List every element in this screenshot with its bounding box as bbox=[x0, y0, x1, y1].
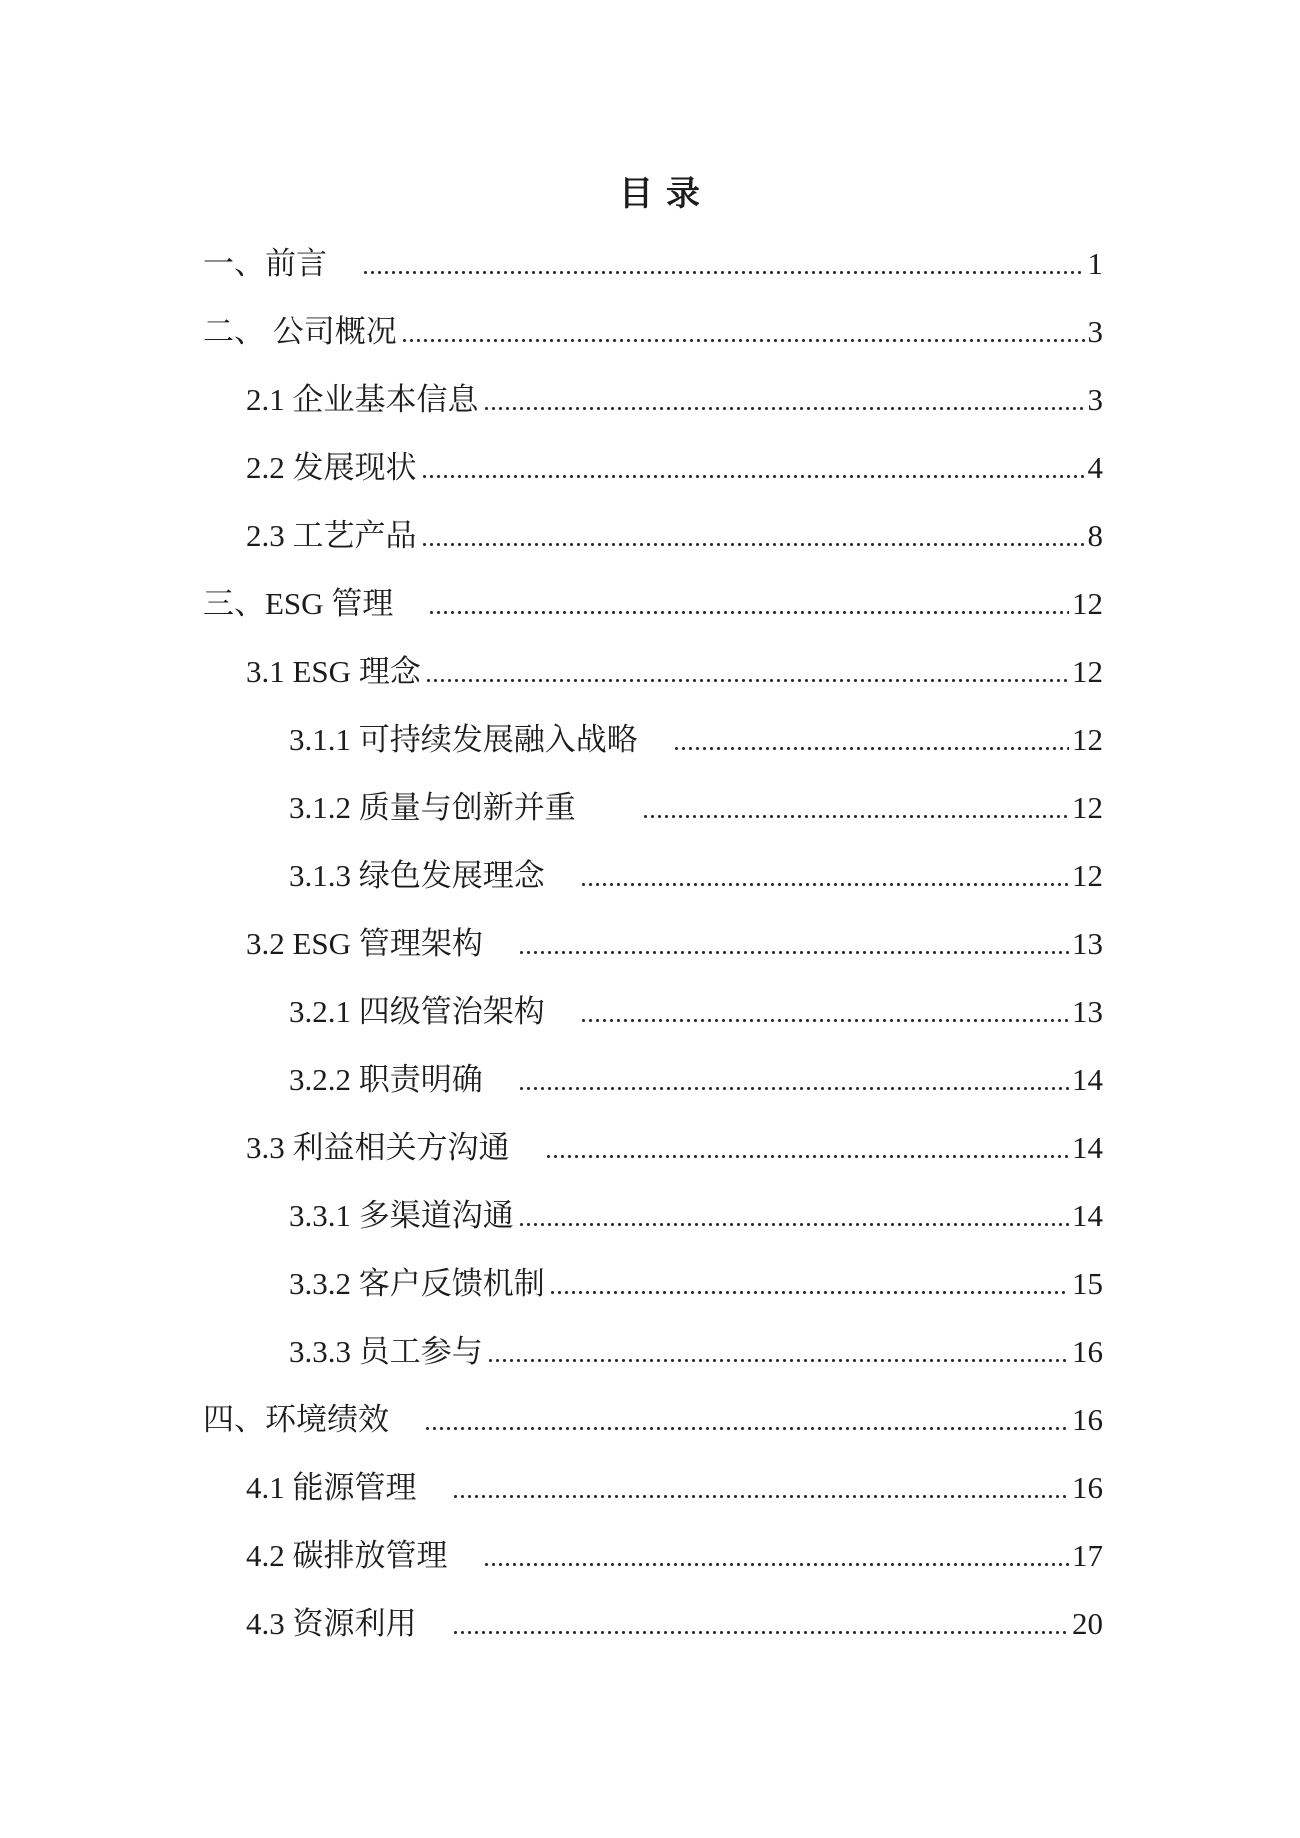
toc-entry-label: 3.1.3 绿色发展理念 bbox=[289, 858, 576, 893]
toc-entry-page: 15 bbox=[1072, 1266, 1103, 1301]
page-title: 目录 bbox=[619, 176, 713, 213]
toc-entry-label: 4.2 碳排放管理 bbox=[246, 1538, 479, 1573]
toc-entry-label: 二、 公司概况 bbox=[203, 314, 397, 349]
dot-leader bbox=[549, 1291, 1069, 1294]
dot-leader bbox=[452, 1495, 1070, 1498]
toc-entry[interactable] bbox=[203, 858, 1103, 926]
toc-entry[interactable] bbox=[203, 1198, 1103, 1266]
toc-entry-page: 4 bbox=[1087, 450, 1103, 485]
toc-entry[interactable] bbox=[203, 790, 1103, 858]
dot-leader bbox=[673, 747, 1069, 750]
toc-entry[interactable] bbox=[203, 1130, 1103, 1198]
toc-entry-page: 17 bbox=[1072, 1538, 1103, 1573]
toc-entry-page: 14 bbox=[1072, 1198, 1103, 1233]
dot-leader bbox=[401, 339, 1085, 342]
dot-leader bbox=[425, 679, 1069, 682]
toc-entry[interactable] bbox=[203, 382, 1103, 450]
dot-leader bbox=[518, 1087, 1069, 1090]
toc-entry-page: 12 bbox=[1072, 790, 1103, 825]
toc-entry-label: 3.3 利益相关方沟通 bbox=[246, 1130, 541, 1165]
dot-leader bbox=[642, 815, 1069, 818]
dot-leader bbox=[580, 883, 1069, 886]
toc-entry-label: 3.2.2 职责明确 bbox=[289, 1062, 514, 1097]
toc-entry-label: 4.3 资源利用 bbox=[246, 1606, 448, 1641]
toc-entry-page: 3 bbox=[1087, 382, 1103, 417]
toc-entry[interactable] bbox=[203, 1538, 1103, 1606]
toc-entry-page: 16 bbox=[1072, 1470, 1103, 1505]
toc-entry-page: 12 bbox=[1072, 722, 1103, 757]
toc-entry-label: 2.2 发展现状 bbox=[246, 450, 417, 485]
dot-leader bbox=[545, 1155, 1070, 1158]
toc-entry-page: 8 bbox=[1087, 518, 1103, 553]
dot-leader bbox=[518, 1223, 1069, 1226]
dot-leader bbox=[483, 407, 1085, 410]
toc-entry-page: 12 bbox=[1072, 654, 1103, 689]
toc-entry-label: 一、前言 bbox=[203, 246, 358, 281]
toc-entry-label: 2.1 企业基本信息 bbox=[246, 382, 479, 417]
toc-entry-page: 12 bbox=[1072, 586, 1103, 621]
toc-entry-label: 3.1.1 可持续发展融入战略 bbox=[289, 722, 669, 757]
toc-entry[interactable] bbox=[203, 926, 1103, 994]
toc-entry-page: 3 bbox=[1087, 314, 1103, 349]
toc-entry-page: 12 bbox=[1072, 858, 1103, 893]
toc-entry-label: 四、环境绩效 bbox=[203, 1402, 420, 1437]
toc-entry[interactable] bbox=[203, 1402, 1103, 1470]
toc-entry-label: 3.2 ESG 管理架构 bbox=[246, 926, 514, 961]
toc-entry[interactable] bbox=[203, 1606, 1103, 1674]
toc-entry-label: 3.1.2 质量与创新并重 bbox=[289, 790, 638, 825]
toc-entry-label: 3.3.2 客户反馈机制 bbox=[289, 1266, 545, 1301]
toc-entry[interactable] bbox=[203, 722, 1103, 790]
toc-entry-page: 20 bbox=[1072, 1606, 1103, 1641]
toc-entry-page: 1 bbox=[1087, 246, 1103, 281]
toc-entry-page: 14 bbox=[1072, 1130, 1103, 1165]
toc-entry[interactable] bbox=[203, 518, 1103, 586]
toc-entry-label: 3.3.3 员工参与 bbox=[289, 1334, 483, 1369]
dot-leader bbox=[518, 951, 1069, 954]
dot-leader bbox=[421, 543, 1085, 546]
toc-entry[interactable] bbox=[203, 586, 1103, 654]
toc-entry[interactable] bbox=[203, 1062, 1103, 1130]
toc-entry-page: 16 bbox=[1072, 1402, 1103, 1437]
toc-entry[interactable] bbox=[203, 246, 1103, 314]
dot-leader bbox=[452, 1631, 1070, 1634]
dot-leader bbox=[483, 1563, 1070, 1566]
toc-entry[interactable] bbox=[203, 450, 1103, 518]
toc-entry-page: 14 bbox=[1072, 1062, 1103, 1097]
toc-entry-page: 13 bbox=[1072, 926, 1103, 961]
dot-leader bbox=[362, 271, 1085, 274]
toc-entry-label: 4.1 能源管理 bbox=[246, 1470, 448, 1505]
toc-entry[interactable] bbox=[203, 994, 1103, 1062]
toc-entry[interactable] bbox=[203, 314, 1103, 382]
toc-entry[interactable] bbox=[203, 1266, 1103, 1334]
toc-entry-label: 3.3.1 多渠道沟通 bbox=[289, 1198, 514, 1233]
dot-leader bbox=[487, 1359, 1069, 1362]
toc-entry-label: 2.3 工艺产品 bbox=[246, 518, 417, 553]
toc-entry-page: 16 bbox=[1072, 1334, 1103, 1369]
toc-entry[interactable] bbox=[203, 1470, 1103, 1538]
toc-entry-label: 3.2.1 四级管治架构 bbox=[289, 994, 576, 1029]
toc-entry-label: 3.1 ESG 理念 bbox=[246, 654, 421, 689]
dot-leader bbox=[428, 611, 1069, 614]
dot-leader bbox=[580, 1019, 1069, 1022]
table-of-contents bbox=[203, 246, 1103, 1674]
dot-leader bbox=[421, 475, 1085, 478]
toc-entry-label: 三、ESG 管理 bbox=[203, 586, 425, 621]
dot-leader bbox=[424, 1427, 1069, 1430]
toc-entry[interactable] bbox=[203, 654, 1103, 722]
toc-entry[interactable] bbox=[203, 1334, 1103, 1402]
toc-entry-page: 13 bbox=[1072, 994, 1103, 1029]
